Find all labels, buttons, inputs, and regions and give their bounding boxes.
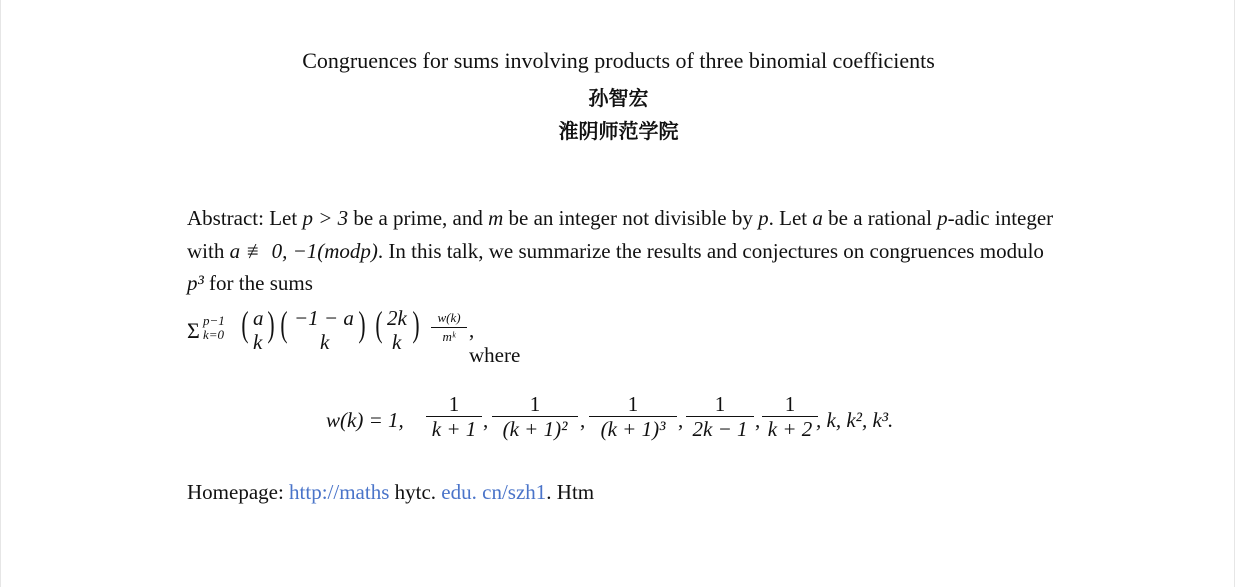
sum-lower-limit: k=0: [203, 327, 225, 342]
math-p: p: [758, 206, 769, 230]
affiliation: 淮阴师范学院: [558, 119, 679, 143]
math-a: a: [812, 206, 823, 230]
document-title: Congruences for sums involving products of three binomial coefficients: [302, 48, 935, 73]
homepage-link-part1[interactable]: http://maths: [289, 480, 390, 504]
where-text: , where: [469, 318, 521, 367]
homepage-link-part2[interactable]: edu. cn/szh1: [441, 480, 547, 504]
fraction-denominator: (k + 1)²: [502, 417, 568, 441]
abstract-paragraph: [187, 202, 1057, 300]
fraction-denominator: 2k − 1: [692, 417, 748, 441]
abstract-text: . Let: [768, 206, 813, 230]
sum-limits: [203, 314, 225, 342]
fraction-5: [762, 392, 818, 442]
abstract-text: for the sums: [203, 271, 313, 295]
binom-bottom: k: [253, 330, 263, 354]
abstract-text: be a prime, and: [348, 206, 489, 230]
math-p-gt-3: p > 3: [302, 206, 349, 230]
fraction-2: [492, 392, 578, 442]
sigma-symbol: Σ: [187, 318, 200, 343]
binom-top: 2k: [387, 306, 407, 330]
fraction-1: [426, 392, 482, 442]
fraction-numerator: 1: [784, 392, 796, 416]
homepage-text-mid: hytc.: [389, 480, 442, 504]
binomial-neg1-a-k: ( −1 − a k ): [280, 304, 366, 354]
fraction-denominator: k + 2: [767, 417, 813, 441]
fraction-numerator: 1: [448, 392, 460, 416]
abstract-text: be a rational: [822, 206, 938, 230]
homepage-label: Homepage:: [187, 480, 290, 504]
fraction-numerator: 1: [627, 392, 639, 416]
binom-bottom: k: [320, 330, 330, 354]
abstract-text: Abstract: Let: [187, 206, 303, 230]
fraction-wk-mk: [431, 310, 467, 345]
math-p-cubed: p³: [187, 271, 204, 295]
binom-top: −1 − a: [294, 306, 354, 330]
binom-top: a: [253, 306, 264, 330]
binomial-a-k: ( a k ): [241, 304, 275, 354]
binom-bottom: k: [392, 330, 402, 354]
fraction-denominator: k + 1: [431, 417, 477, 441]
math-a-condition: a ≢ 0, −1(modp): [229, 238, 378, 263]
homepage-line: [187, 480, 594, 505]
binomial-2k-k: ( 2k k ): [375, 304, 420, 354]
abstract-text: be an integer not divisible by: [503, 206, 759, 230]
fraction-numerator: 1: [529, 392, 541, 416]
fraction-numerator: 1: [714, 392, 726, 416]
sum-upper-limit: p−1: [203, 313, 225, 328]
fraction-denominator: mᵏ: [442, 329, 456, 344]
abstract-text: -adic integer with: [187, 206, 1054, 263]
author-name: 孙智宏: [588, 86, 649, 110]
formula-tail: , k, k², k³.: [816, 408, 894, 432]
fraction-3: [589, 392, 677, 442]
abstract-text: . In this talk, we summarize the results and conjectures on congruences modulo: [377, 238, 1044, 263]
math-p: p: [937, 206, 948, 230]
fraction-denominator: (k + 1)³: [600, 417, 666, 441]
homepage-text-end: . Htm: [546, 480, 595, 504]
fraction-numerator: w(k): [437, 310, 461, 325]
formula-lhs: w(k) = 1,: [326, 408, 404, 432]
fraction-4: [686, 392, 754, 442]
math-m: m: [488, 206, 504, 230]
